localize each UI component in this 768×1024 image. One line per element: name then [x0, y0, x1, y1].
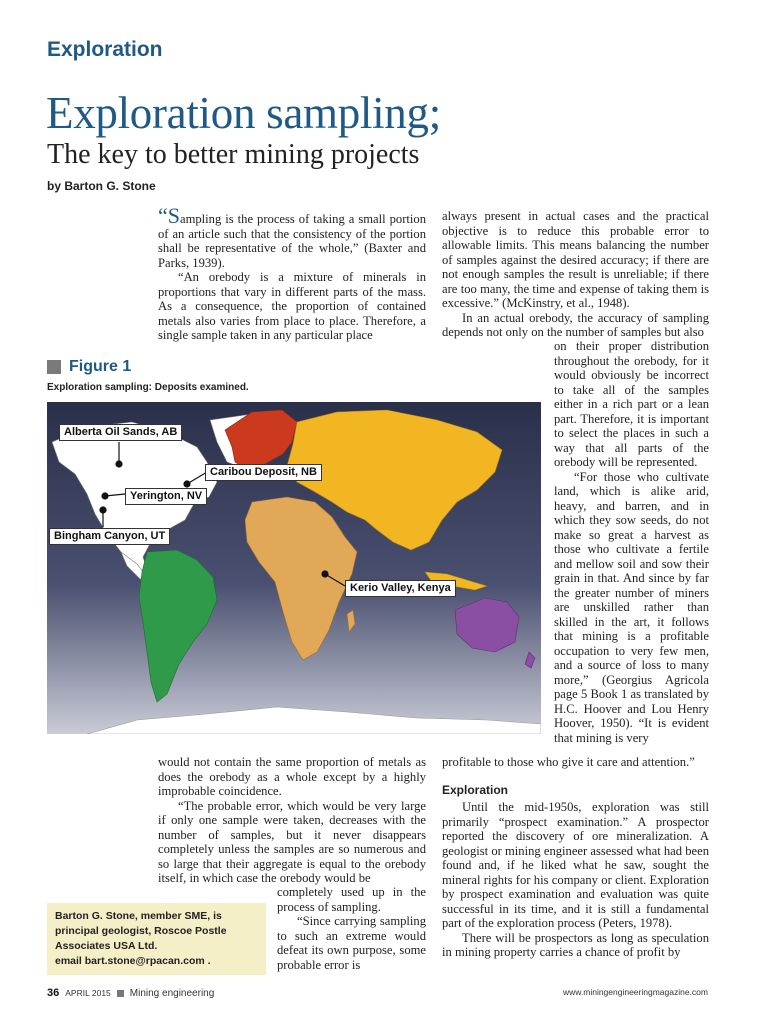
author-email: email bart.stone@rpacan.com . [55, 955, 211, 967]
paragraph-2-end: would not contain the same proportion of metals as does the orebody as a whole except by a highly improbable coincidence. [158, 755, 426, 798]
paragraph-4b: on their proper distribution throughout the orebody, for it would obviously be incorrect to take all of the samples either in a rich part or a lean part. Therefore, it is important to select the places in such a way that all parts of the orebody will be represented. [554, 339, 709, 469]
bingham-site-dot [100, 507, 106, 513]
paragraph-probable-error-end: completely used up in the process of sampling. [277, 885, 426, 914]
paragraph-1: ampling is the process of taking a small portion of an article such that the consistency of the portion shall be representative of the whole,” (Baxter and Parks, 1939). [158, 212, 426, 270]
alberta-site-dot [116, 461, 122, 467]
column-2-bottom [442, 755, 709, 960]
paragraph-exploration: Until the mid-1950s, exploration was still primarily “prospect examination.” A prospector reported the discovery of ore mineralization. A geologist or mining engineer assessed what had been found and, if he liked what he saw, sought the mineral rights for his company or client. Exploration by prospect examination and evaluation was quite successful in its time, and it is still a fundamental part of the exploration process (Peters, 1978). [442, 800, 709, 930]
caribou-site-dot [184, 481, 190, 487]
magazine-name: Mining engineering [129, 987, 215, 999]
author-box [47, 903, 266, 975]
column-1-narrow [277, 885, 426, 972]
paragraph-carrying-sampling: “Since carrying sampling to such an extreme would defeat its own purpose, some probable error is [277, 914, 426, 972]
author-line-3: Associates USA Ltd. [55, 940, 158, 952]
label-kerio: Kerio Valley, Kenya [345, 580, 456, 597]
column-2-narrow [554, 339, 709, 745]
figure-marker-icon [47, 360, 61, 374]
paragraph-prospectors: There will be prospectors as long as speculation in mining property carries a chance of profit by [442, 930, 709, 959]
issue-date: APRIL 2015 [65, 988, 111, 998]
paragraph-3: always present in actual cases and the practical objective is to reduce this probable error to allowable limits. This means balancing the number of samples against the desired accuracy; if there are not enough samples the result is unreliable; if there are too many, the time and expense of taking them is excessive.” (McKinstry, et al., 1948). [442, 209, 709, 310]
world-map-graphic [47, 402, 541, 734]
label-bingham: Bingham Canyon, UT [49, 528, 170, 545]
agricola-quote-end: profitable to those who give it care and attention.” [442, 755, 695, 769]
article-title: Exploration sampling; [46, 88, 441, 138]
agricola-quote: “For those who cultivate land, which is alike arid, heavy, and barren, and in which they sow seeds, do not make so great a harvest as those who cultivate a fertile and mellow soil and sow their grain in that. And since by far the greater number of miners are unskilled rather than skilled in the art, it follows that mining is a profitable occupation to very few men, and a source of loss to many more,” (Georgius Agricola page 5 Book 1 as translated by H.C. Hoover and Lou Henry Hoover, 1950). “It is evident that mining is very [554, 469, 709, 745]
figure-caption: Exploration sampling: Deposits examined. [47, 382, 249, 393]
footer-url: www.miningengineeringmagazine.com [562, 987, 708, 997]
author-line-1: Barton G. Stone, member SME, is [55, 910, 222, 922]
section-label: Exploration [47, 38, 163, 61]
byline: by Barton G. Stone [47, 179, 156, 193]
column-1-top [158, 203, 426, 343]
paragraph-4a: In an actual orebody, the accuracy of sampling depends not only on the number of samples but also [442, 310, 709, 339]
kerio-site-dot [322, 571, 328, 577]
label-caribou: Caribou Deposit, NB [205, 464, 322, 481]
figure-label: Figure 1 [47, 358, 131, 376]
column-2-top [442, 209, 709, 340]
footer-left [47, 987, 214, 999]
label-yerington: Yerington, NV [125, 488, 207, 505]
world-map [47, 402, 541, 734]
footer-square-icon [117, 990, 124, 997]
label-alberta: Alberta Oil Sands, AB [59, 424, 182, 441]
exploration-subhead: Exploration [442, 782, 509, 797]
page-number: 36 [47, 987, 60, 999]
paragraph-2: “An orebody is a mixture of minerals in proportions that vary in different parts of the mass. As a consequence, the proportion of contained metals also varies from place to place. Therefore, a single sample taken in any particular place [158, 270, 426, 342]
yerington-site-dot [102, 493, 108, 499]
article-subtitle: The key to better mining projects [47, 139, 420, 170]
author-line-2: principal geologist, Roscoe Postle [55, 925, 227, 937]
column-1-bottom [158, 755, 426, 886]
paragraph-probable-error: “The probable error, which would be very large if only one sample were taken, decreases with the number of samples, but it never disappears completely unless the samples are so numerous and so large that their aggregate is equal to the orebody itself, in which case the orebody would be [158, 798, 426, 885]
drop-cap: “S [158, 203, 180, 228]
